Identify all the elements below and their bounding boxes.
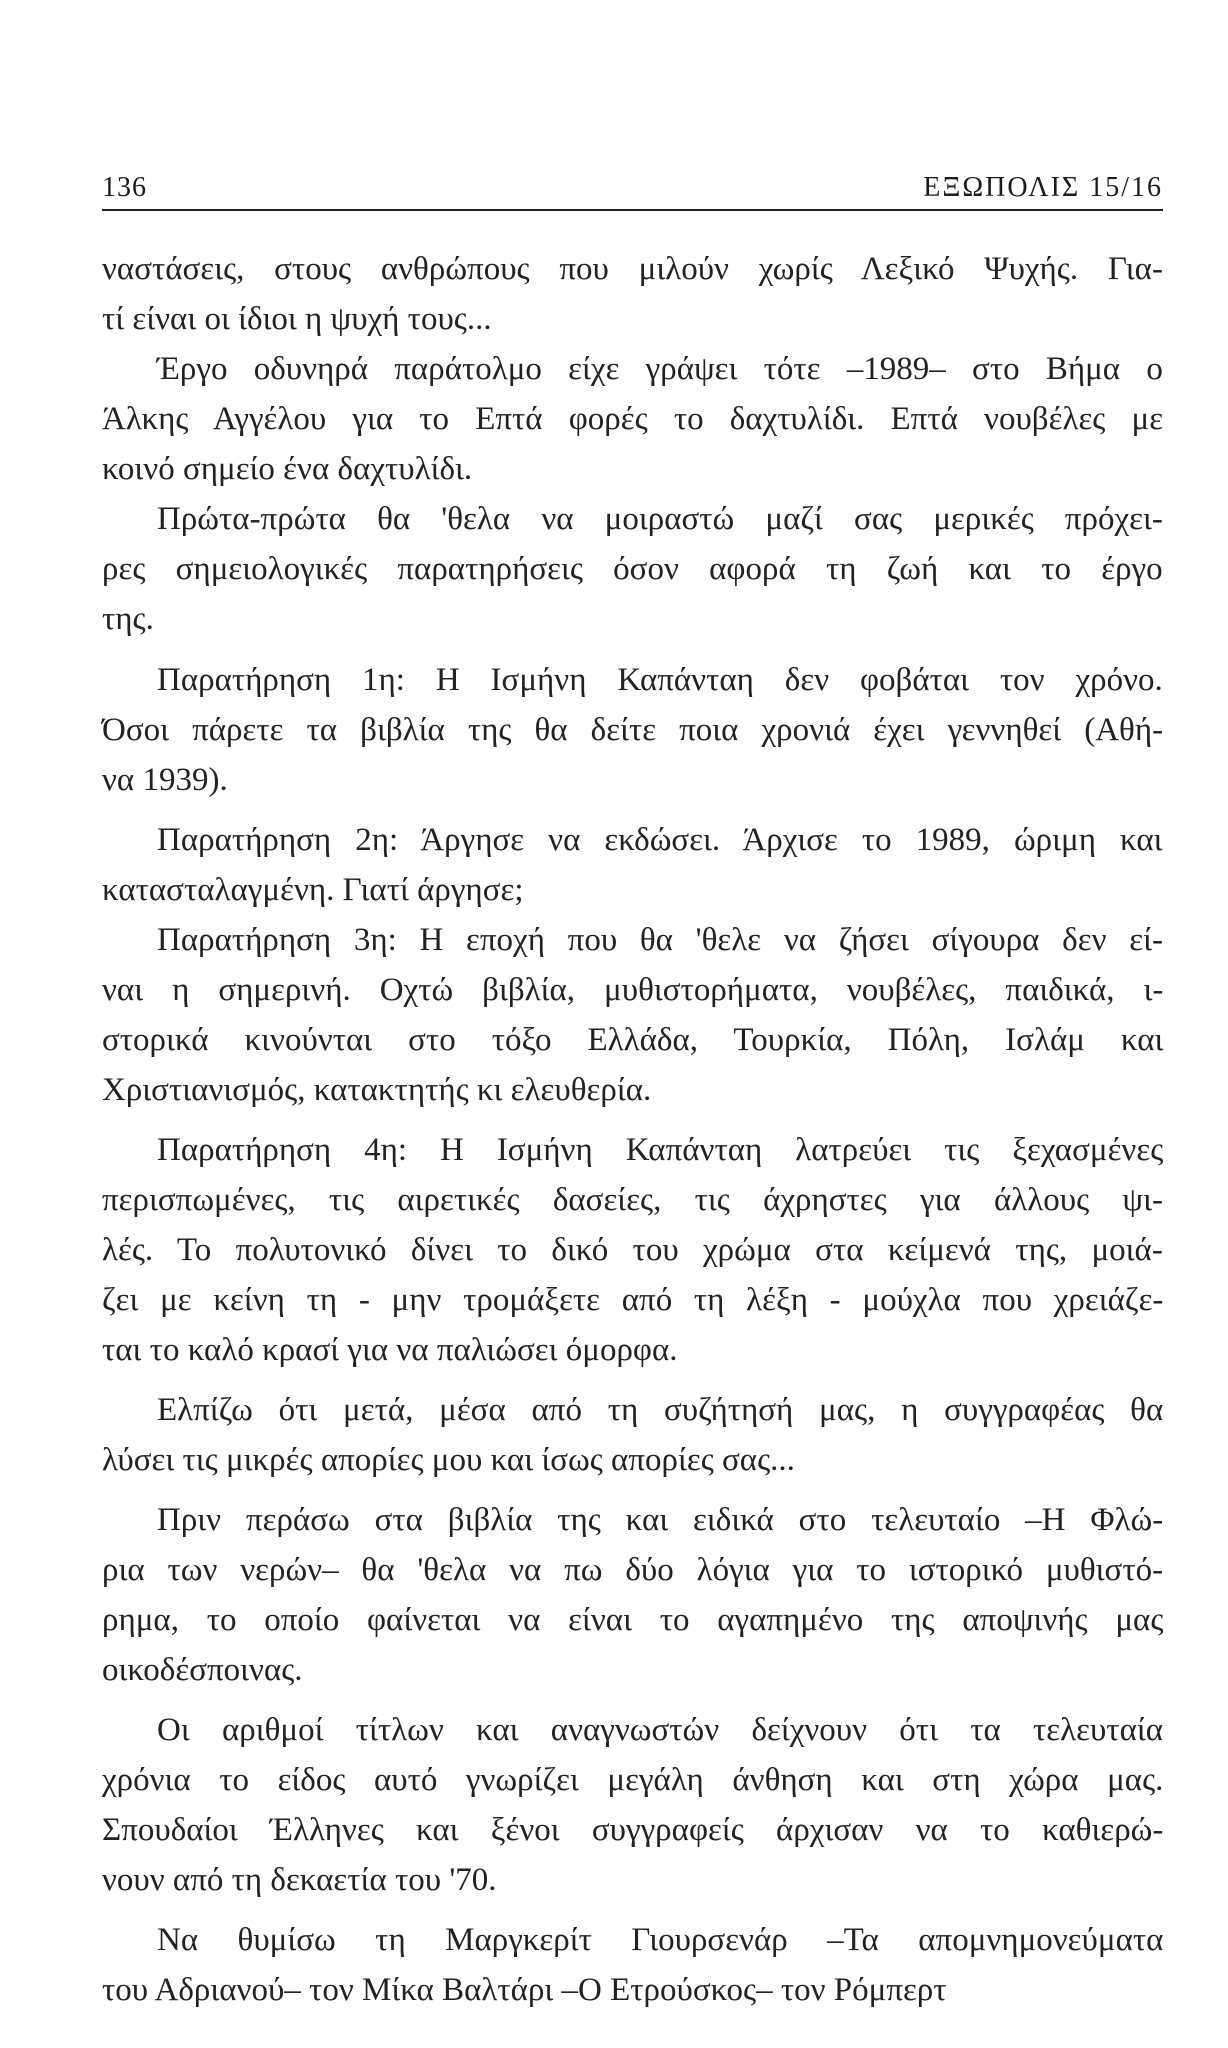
text-line: Οι αριθμοί τίτλων και αναγνωστών δείχνουν ότι τα τελευταία: [157, 1712, 1164, 1748]
text-line: ρια των νερών– θα 'θελα να πω δύο λόγια για το ιστορικό μυθιστό-: [102, 1552, 1164, 1588]
text-line: ρες σημειολογικές παρατηρήσεις όσον αφορά τη ζωή και το έργο: [102, 551, 1163, 587]
text-line: Χριστιανισμός, κατακτητής κι ελευθερία.: [102, 1072, 652, 1108]
text-line: χρόνια το είδος αυτό γνωρίζει μεγάλη άνθηση και στη χώρα μας.: [102, 1762, 1164, 1798]
text-line: ναι η σημερινή. Οχτώ βιβλία, μυθιστορήματα, νουβέλες, παιδικά, ι-: [102, 972, 1164, 1008]
text-line: ρημα, το οποίο φαίνεται να είναι το αγαπημένο της αποψινής μας: [102, 1602, 1164, 1638]
text-line: τί είναι οι ίδιοι η ψυχή τους...: [102, 301, 492, 337]
text-line: του Αδριανού– τον Μίκα Βαλτάρι –Ο Ετρούσκος– τον Ρόμπερτ: [102, 1972, 947, 2008]
text-line: περισπωμένες, τις αιρετικές δασείες, τις άχρηστες για άλλους ψι-: [102, 1182, 1163, 1218]
text-line: οικοδέσποινας.: [102, 1652, 303, 1688]
text-line: ναστάσεις, στους ανθρώπους που μιλούν χωρίς Λεξικό Ψυχής. Για-: [102, 251, 1163, 287]
text-line: λύσει τις μικρές απορίες μου και ίσως απορίες σας...: [102, 1442, 795, 1478]
text-line: Σπουδαίοι Έλληνες και ξένοι συγγραφείς άρχισαν να το καθιερώ-: [102, 1812, 1164, 1848]
text-line: νουν από τη δεκαετία του '70.: [102, 1862, 497, 1898]
text-line: ται το καλό κρασί για να παλιώσει όμορφα.: [102, 1332, 678, 1368]
journal-title: ΕΞΩΠΟΛΙΣ 15/16: [923, 172, 1163, 203]
text-line: Πριν περάσω στα βιβλία της και ειδικά στο τελευταίο –Η Φλώ-: [157, 1502, 1164, 1538]
text-line: Άλκης Αγγέλου για το Επτά φορές το δαχτυλίδι. Επτά νουβέλες με: [102, 401, 1164, 437]
text-line: στορικά κινούνται στο τόξο Ελλάδα, Τουρκία, Πόλη, Ισλάμ και: [102, 1022, 1164, 1058]
text-line: κοινό σημείο ένα δαχτυλίδι.: [102, 451, 473, 487]
text-line: Πρώτα-πρώτα θα 'θελα να μοιραστώ μαζί σας μερικές πρόχει-: [157, 501, 1163, 537]
text-line: Παρατήρηση 1η: Η Ισμήνη Καπάνταη δεν φοβάται τον χρόνο.: [157, 662, 1163, 698]
page-number: 136: [102, 172, 147, 203]
text-line: της.: [102, 601, 154, 637]
text-line: Έργο οδυνηρά παράτολμο είχε γράψει τότε –1989– στο Βήμα ο: [157, 351, 1163, 387]
text-line: Να θυμίσω τη Μαργκερίτ Γιουρσενάρ –Τα απομνημονεύματα: [157, 1922, 1164, 1958]
text-line: Παρατήρηση 2η: Άργησε να εκδώσει. Άρχισε το 1989, ώριμη και: [157, 822, 1163, 858]
text-line: Παρατήρηση 4η: Η Ισμήνη Καπάνταη λατρεύει τις ξεχασμένες: [157, 1132, 1164, 1168]
text-line: λές. Το πολυτονικό δίνει το δικό του χρώμα στα κείμενά της, μοιά-: [102, 1232, 1163, 1268]
text-line: να 1939).: [102, 762, 228, 798]
text-line: Ελπίζω ότι μετά, μέσα από τη συζήτησή μας, η συγγραφέας θα: [157, 1392, 1164, 1428]
text-line: κατασταλαγμένη. Γιατί άργησε;: [102, 872, 524, 908]
text-line: Όσοι πάρετε τα βιβλία της θα δείτε ποια χρονιά έχει γεννηθεί (Αθή-: [102, 712, 1164, 748]
text-line: Παρατήρηση 3η: Η εποχή που θα 'θελε να ζήσει σίγουρα δεν εί-: [157, 922, 1163, 958]
text-line: ζει με κείνη τη - μην τρομάξετε από τη λέξη - μούχλα που χρειάζε-: [102, 1282, 1164, 1318]
